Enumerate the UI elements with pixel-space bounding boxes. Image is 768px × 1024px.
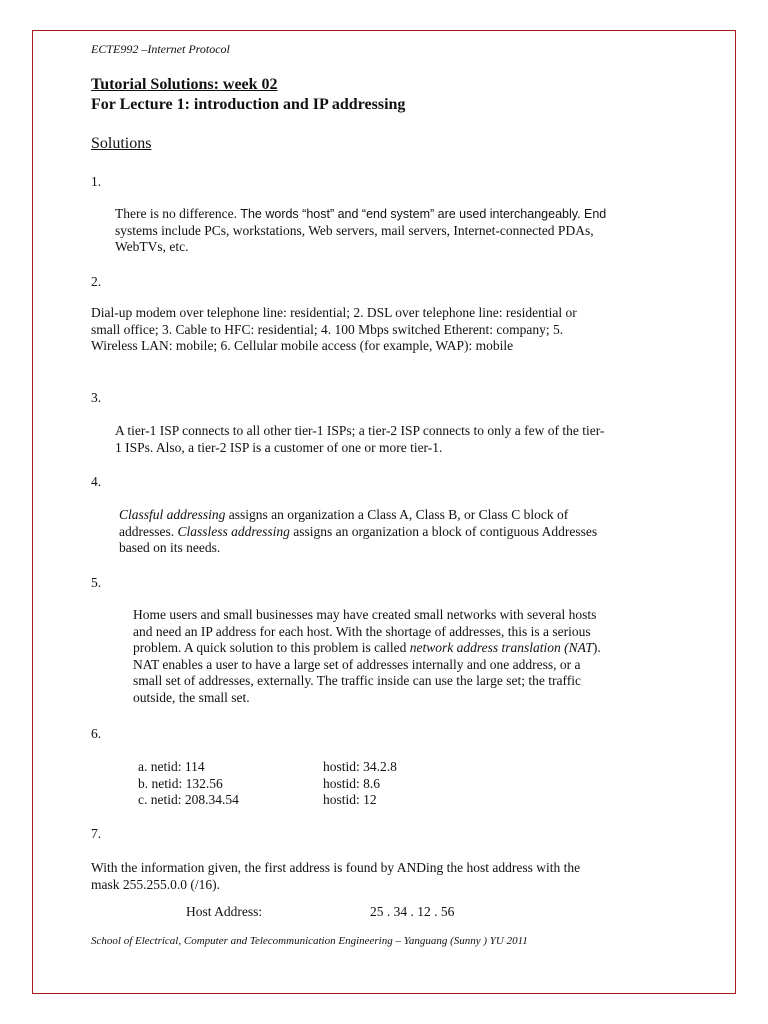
answer-7-line-2: mask 255.255.0.0 (/16). [91, 876, 220, 892]
hostid-row-a: hostid: 34.2.8 [323, 759, 397, 774]
course-header: ECTE992 –Internet Protocol [91, 42, 230, 56]
solutions-heading: Solutions [91, 135, 152, 152]
answer-1-part-a: There is no difference. [115, 206, 241, 221]
answer-7-line-1: With the information given, the first address is found by ANDing the host address with the [91, 860, 581, 875]
answer-3-line-2: 1 ISPs. Also, a tier-2 ISP is a customer of one or more tier-1. [115, 439, 443, 455]
host-address-label: Host Address: [186, 904, 263, 919]
answer-2-line-2: small office; 3. Cable to HFC: residential; 4. 100 Mbps switched Etherent: company; 5. [91, 321, 564, 337]
hostid-row-c: hostid: 12 [323, 792, 377, 807]
answer-5-line-5: small set of addresses, externally. The traffic inside can use the large set; the traffic [133, 673, 581, 688]
question-number-5: 5. [91, 575, 102, 590]
netid-row-c: c. netid: 208.34.54 [138, 792, 239, 807]
answer-4-text-3: assigns an organization a block of contiguous Addresses [289, 523, 598, 539]
answer-4-text-4: based on its needs. [119, 540, 221, 555]
answer-5-line-2: and need an IP address for each host. With the shortage of addresses, this is a serious [133, 623, 591, 639]
answer-1-part-b: The words “host” and “end system” are used interchangeably. End [240, 207, 607, 221]
answer-2-line-1: Dial-up modem over telephone line: residential; 2. DSL over telephone line: residential or [91, 305, 577, 320]
question-number-1: 1. [91, 174, 102, 189]
answer-2 [91, 305, 701, 355]
answer-4-text-2: addresses. [119, 523, 178, 539]
hostid-column [323, 759, 523, 809]
answer-3 [115, 423, 705, 456]
answer-5 [133, 607, 693, 706]
classful-term: Classful addressing [119, 507, 226, 522]
question-number-4: 4. [91, 474, 102, 489]
answer-4-text-1: assigns an organization a Class A, Class B, or Class C block of [225, 507, 569, 522]
netid-row-a: a. netid: 114 [138, 759, 205, 774]
answer-5-line-4: NAT enables a user to have a large set of addresses internally and one address, or a [133, 656, 581, 672]
answer-5-line-3b: ). [592, 640, 601, 655]
host-address-value: 25 . 34 . 12 . 56 [370, 904, 455, 919]
answer-1-line-2: systems include PCs, workstations, Web servers, mail servers, Internet-connected PDAs, [115, 222, 594, 238]
answer-2-line-3: Wireless LAN: mobile; 6. Cellular mobile access (for example, WAP): mobile [91, 338, 514, 353]
netid-row-b: b. netid: 132.56 [138, 775, 223, 791]
answer-1 [115, 206, 695, 256]
answer-4 [119, 507, 689, 557]
question-number-6: 6. [91, 726, 102, 741]
hostid-row-b: hostid: 8.6 [323, 775, 381, 791]
answer-3-line-1: A tier-1 ISP connects to all other tier-1 ISPs; a tier-2 ISP connects to only a few of the tier- [115, 423, 605, 438]
lecture-title: For Lecture 1: introduction and IP addressing [91, 96, 406, 113]
answer-7 [91, 860, 701, 893]
tutorial-title: Tutorial Solutions: week 02 [91, 76, 278, 93]
answer-1-line-3: WebTVs, etc. [115, 239, 189, 254]
classless-term: Classless addressing [177, 523, 290, 539]
answer-5-line-6: outside, the small set. [133, 689, 250, 705]
question-number-2: 2. [91, 274, 102, 289]
question-number-3: 3. [91, 390, 102, 405]
answer-5-line-1: Home users and small businesses may have created small networks with several hosts [133, 607, 597, 622]
question-number-7: 7. [91, 826, 102, 841]
netid-column [138, 759, 338, 809]
answer-5-line-3a: problem. A quick solution to this problem is called [133, 640, 410, 655]
nat-term: network address translation (NAT [409, 640, 593, 655]
page-footer: School of Electrical, Computer and Telecommunication Engineering – Yanguang (Sunny ) YU 2011 [91, 935, 528, 947]
